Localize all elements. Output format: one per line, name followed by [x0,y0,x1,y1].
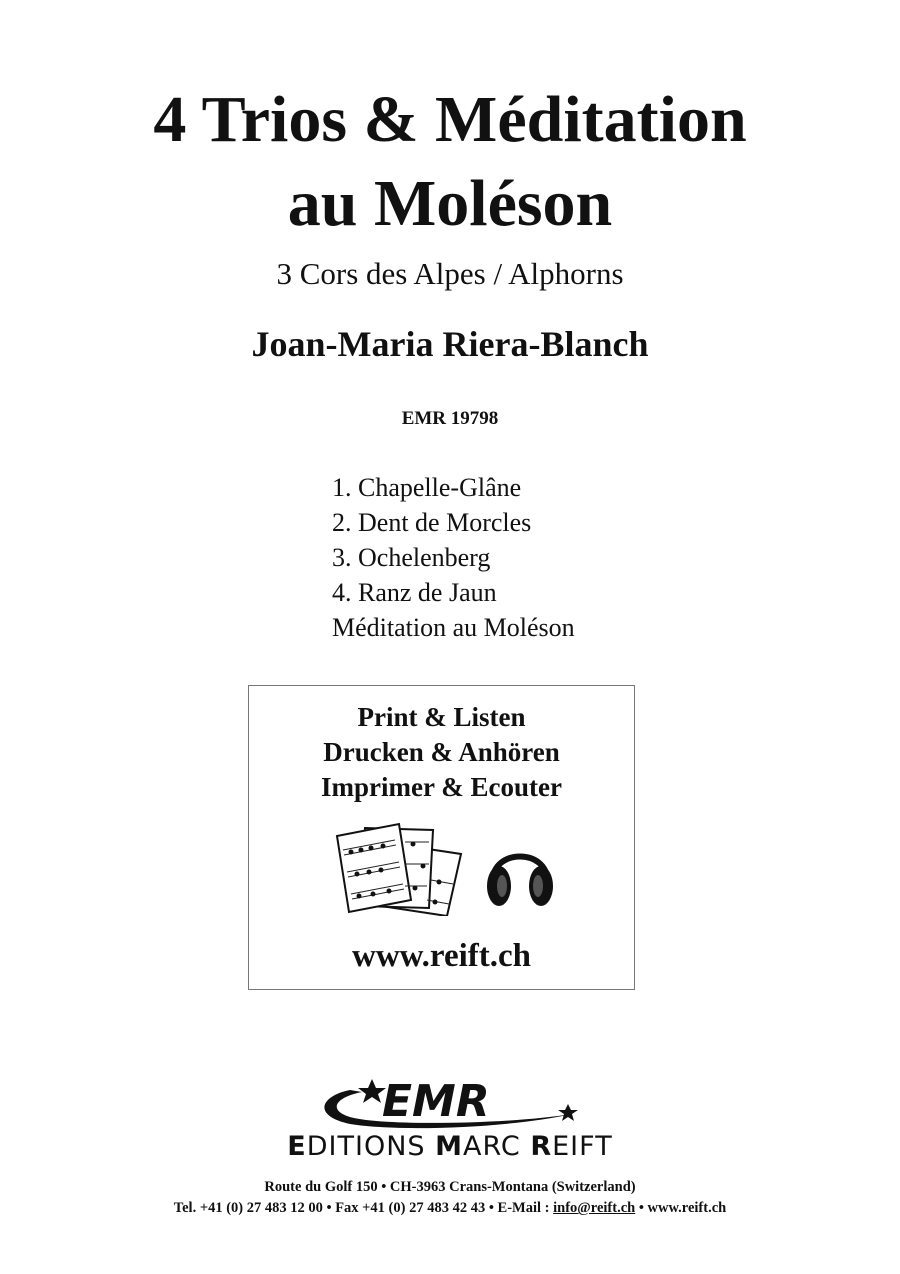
score-title [0,78,900,246]
headphones-icon [485,834,555,912]
email-link[interactable]: info@reift.ch [553,1200,636,1216]
title-line-2: au Moléson [287,167,613,240]
publisher-name-part: E [287,1131,307,1162]
composer-name: Joan-Maria Riera-Blanch [251,324,649,364]
publisher-name-part: M [435,1131,463,1162]
catalog-number: EMR 19798 [401,408,499,429]
instrumentation: 3 Cors des Alpes / Alphorns [276,256,624,291]
publisher-contact [0,1200,900,1217]
list-item: Méditation au Moléson [332,613,575,642]
contact-suffix: • www.reift.ch [635,1200,727,1216]
list-item: 2. Dent de Morcles [332,508,532,537]
publisher-name-part: R [530,1131,553,1162]
website-link[interactable]: www.reift.ch [351,938,532,974]
sheet-music-icon [335,820,467,916]
contact-prefix: Tel. +41 (0) 27 483 12 00 • Fax +41 (0) 27 483 42 43 • E-Mail : [173,1200,554,1216]
logo-emr-text: EMR [382,1076,490,1127]
publisher-name-part: DITIONS [306,1131,436,1162]
publisher-name-part: ARC [463,1131,531,1162]
publisher-name [0,1131,900,1162]
emr-logo-mark [310,1070,590,1132]
list-item: 1. Chapelle-Glâne [332,473,522,502]
contents-list [332,470,575,645]
list-item: 4. Ranz de Jaun [332,578,497,607]
list-item: 3. Ochelenberg [332,543,491,572]
promo-line-german: Drucken & Anhören [323,737,560,767]
print-listen-box [248,685,635,990]
promo-line-english: Print & Listen [357,702,526,732]
publisher-address: Route du Golf 150 • CH-3963 Crans-Montana (Switzerland) [264,1179,636,1195]
promo-line-french: Imprimer & Ecouter [321,772,562,802]
title-line-1: 4 Trios & Méditation [153,83,747,156]
publisher-name-part: EIFT [552,1131,613,1162]
